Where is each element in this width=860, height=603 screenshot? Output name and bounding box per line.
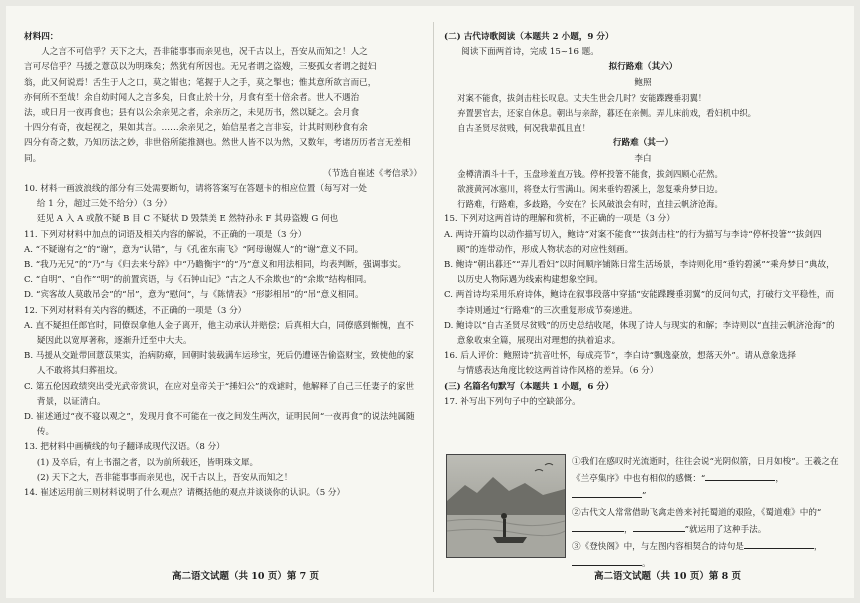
q14-stem: 14. 崔述运用前三则材料说明了什么观点？请概括他的观点并谈谈你的认识。（5 分） bbox=[24, 488, 346, 499]
answer-blank[interactable] bbox=[744, 539, 814, 549]
page-footer-right: 高二语文试题（共 10 页）第 8 页 bbox=[594, 571, 742, 582]
passage-line: 人之言不可信乎？天下之大，吾非能事事而亲见也，况千古以上，吾安从而知之！人之 bbox=[41, 47, 368, 58]
q12-option-b: B. 马援从交趾带回薏苡果实，治病防瘴，回朝时装载满车运珍宝，死后仍遭诬告偷盗财宝，致使他的家人不敢将其归葬祖坟。 bbox=[24, 351, 414, 377]
section2-intro: 阅读下面两首诗，完成 15~16 题。 bbox=[461, 47, 599, 58]
q15-option-b: B. 鲍诗“朝出暮还”“弄儿看妇”以时间顺序铺陈日常生活场景，李诗则化用“垂钓碧溪”“乘舟梦日”典故，以历史人物际遇为线索构建想象空间。 bbox=[444, 260, 835, 286]
q16-stem-cont: 与情感表达角度比较这两首诗作风格的差异。（6 分） bbox=[456, 366, 659, 377]
passage-line: 亦何所不至哉！余自幼时闻人之言多矣，日食止於十分，月食有至十倍余者。世人不遇治 bbox=[24, 92, 360, 103]
answer-blank[interactable] bbox=[633, 522, 685, 532]
page-divider bbox=[433, 22, 434, 592]
poem2-line: 行路难，行路难，多歧路，今安在？长风破浪会有时，直挂云帆济沧海。 bbox=[457, 199, 723, 210]
landscape-image bbox=[447, 455, 565, 557]
section2-title: (二) 古代诗歌阅读（本题共 2 小题，9 分） bbox=[444, 32, 614, 42]
q11-option-a: A. “不疑谢有之”的“谢”，意为“认错”，与《孔雀东南飞》“阿母谢媒人”的“谢”意义不同。 bbox=[24, 244, 364, 255]
answer-blank[interactable] bbox=[572, 488, 642, 498]
poem1-title: 拟行路难（其六） bbox=[608, 62, 678, 73]
q10-scoring: 给 1 分，超过三处不给分）（3 分） bbox=[36, 199, 173, 210]
q10-stem: 10. 材料一画波浪线的部分有三处需要断句，请将答案写在答题卡的相应位置（每写对一处 bbox=[24, 184, 367, 195]
q12-option-c: C. 第五伦因政绩突出受光武帝赏识，在应对皇帝关于“捶妇公”的戏谑时，他解释了自己三任妻子的家世背景，以证清白。 bbox=[24, 381, 415, 407]
q13-stem: 13. 把材料中画横线的句子翻译成现代汉语。（8 分） bbox=[24, 442, 225, 453]
page-footer-left: 高二语文试题（共 10 页）第 7 页 bbox=[172, 571, 320, 582]
poem1-line: 自古圣贤尽贫贱，何况我辈孤且直！ bbox=[457, 123, 591, 134]
material-four-title: 材料四： bbox=[24, 32, 59, 42]
q13-sentence-2: (2) 天下之大，吾非能事事而亲见也，况千古以上，吾安从而知之！ bbox=[36, 472, 293, 483]
q11-option-d: D. “宾客故人莫敢吊会”的“吊”，意为“慰问”，与《陈情表》“形影相吊”的“吊”意义相同。 bbox=[24, 290, 364, 301]
poem2-line: 欲渡黄河冰塞川，将登太行雪满山。闲来垂钓碧溪上，忽复乘舟梦日边。 bbox=[457, 184, 723, 195]
q12-option-d: D. 崔述通过“夜不寝以观之”，发现月食不可能在一夜之间发生两次，证明民间“一夜再食”的说法纯属随传。 bbox=[24, 412, 415, 438]
q17-item-3: ③《登快阁》中，与左图内容相契合的诗句是 ，。 bbox=[572, 539, 842, 573]
passage-line: 十四分有奇，夜起视之，果如其言。……余亲见之，始信星者之言非妄，计其时则秒食有余 bbox=[24, 123, 368, 134]
passage-line: 法，或日月一夜再食也；县有以公余亲见之者，余亲历之，未见历书，然以疑之。会月食 bbox=[24, 108, 360, 119]
q17-title: 17. 补写出下列句子中的空缺部分。 bbox=[444, 396, 581, 407]
q17-item-1: ①我们在感叹时光流逝时，往往会说“光阴似箭，日月如梭”。王羲之在《兰亭集序》中也有相似的感慨：“ ，” bbox=[572, 457, 839, 501]
q17-items bbox=[572, 454, 842, 573]
q11-option-b: B. “我乃无兄”的“乃”与《归去来兮辞》中“乃瞻衡宇”的“乃”意义和用法相同，均表判断，强调事实。 bbox=[24, 260, 407, 271]
answer-blank[interactable] bbox=[705, 471, 775, 481]
answer-blank[interactable] bbox=[572, 522, 624, 532]
passage-line: 四分有奇之数，乃知历法之妙，非世俗所能推测也。然世人皆不以为然，又数年，考诸历历者言无差相同。 bbox=[24, 138, 411, 164]
q16-stem: 16. 后人评价：鲍照诗“抗音吐怀，每成亮节”，李白诗“飘逸豪放，想落天外”。请从意象选择 bbox=[444, 351, 796, 362]
section3-title: (三) 名篇名句默写（本题共 1 小题，6 分） bbox=[444, 381, 614, 392]
left-page bbox=[24, 30, 422, 501]
q15-stem: 15. 下列对这两首诗的理解和赏析，不正确的一项是（3 分） bbox=[444, 214, 675, 225]
poem1-author: 鲍照 bbox=[634, 77, 652, 88]
q13-sentence-1: (1) 及卒后，有上书溜之者，以为前所载还，皆明珠文犀。 bbox=[36, 457, 259, 468]
exam-sheet bbox=[6, 6, 854, 598]
poem2-author: 李白 bbox=[634, 153, 652, 164]
q15-option-c: C. 两首诗均采用乐府诗体，鲍诗在叙事段落中穿插“安能蹀躞垂羽翼”的反问句式，打破行文平稳性，而李诗则通过“行路难”的三次重复形成节奏递进。 bbox=[444, 290, 835, 316]
q11-stem: 11. 下列对材料中加点的词语及相关内容的解说，不正确的一项是（3 分） bbox=[24, 229, 307, 240]
q15-option-d: D. 鲍诗以“自古圣贤尽贫贱”的历史总结收尾，体现了诗人与现实的和解；李诗则以“直挂云帆济沧海”的意象收束全篇，展现出对理想的执着追求。 bbox=[444, 320, 835, 347]
poem2-line: 金樽清酒斗十千，玉盘珍羞直万钱。停杯投箸不能食，拔剑四顾心茫然。 bbox=[457, 168, 723, 179]
right-page bbox=[444, 30, 842, 410]
q17-item-2: ②古代文人常常借助飞禽走兽来衬托蜀道的艰险，《蜀道难》中的“， ”就运用了这种手法。 bbox=[572, 508, 822, 535]
poem1-line: 弃置罢官去，还家自休息。朝出与亲辞，暮还在亲侧。弄儿床前戏，看妇机中织。 bbox=[457, 108, 756, 119]
passage-line: 翁，此又何说焉！舌生于人之口，莫之钳也；笔握于人之手，莫之掣也；惟其意所欲言而已， bbox=[24, 77, 377, 88]
q10-sentence: 廷见 A 入 A 或散不疑 B 目 C 不疑状 D 毁禁美 E 然特孙永 F 其毋盗嫂 G 何也 bbox=[36, 214, 339, 225]
q15-option-a: A. 两诗开篇均以动作描写切入，鲍诗“对案不能食”“拔剑击柱”的行为描写与李诗“停杯投箸”“拔剑四顾”的连带动作，形成人物状态的对应性刻画。 bbox=[444, 229, 822, 255]
passage-line: 言可尽信乎？马援之薏苡以为明珠矣；然犹有所因也。无兄者谓之盗嫂，三娶孤女者谓之挝妇 bbox=[24, 62, 377, 73]
q12-stem: 12. 下列对材料有关内容的概述，不正确的一项是（3 分） bbox=[24, 305, 247, 316]
answer-blank[interactable] bbox=[572, 556, 642, 566]
passage-source: （节选自崔述《考信录》） bbox=[323, 168, 422, 179]
ink-painting-illustration bbox=[446, 454, 566, 558]
q12-option-a: A. 直不疑担任郎官时，同僚误拿他人金子离开，他主动承认并赔偿；后真相大白，同僚感到惭愧，直不疑因此以宽厚著称，逐渐升迁至中大夫。 bbox=[24, 320, 414, 347]
poem1-line: 对案不能食，拔剑击柱长叹息。丈夫生世会几时？安能蹀躞垂羽翼！ bbox=[457, 92, 707, 103]
poem2-title: 行路难（其一） bbox=[612, 138, 674, 149]
q11-option-c: C. “自明”、“自作”“明”的前置宾语，与《石钟山记》“古之人不余欺也”的“余欺”结构相同。 bbox=[24, 275, 372, 286]
